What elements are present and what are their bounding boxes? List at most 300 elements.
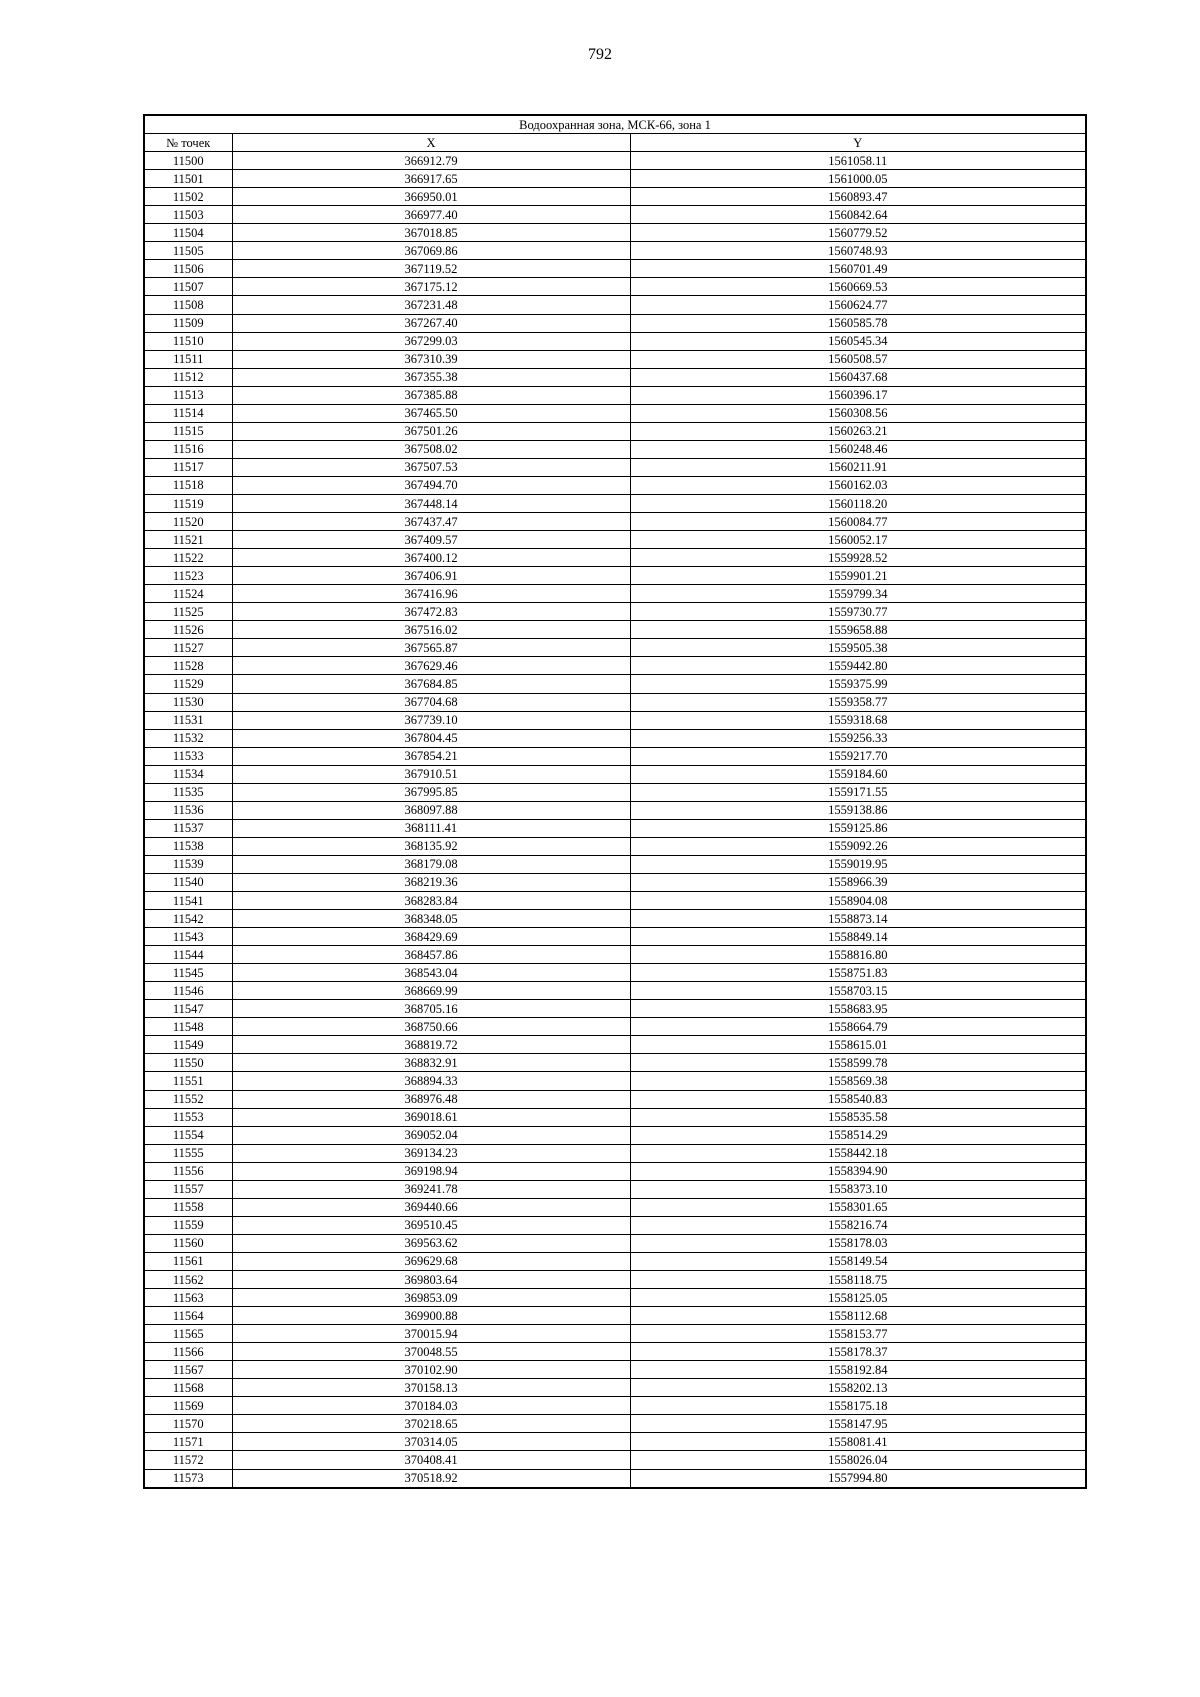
cell-point-number: 11568 bbox=[144, 1379, 232, 1397]
cell-point-number: 11503 bbox=[144, 206, 232, 224]
table-body bbox=[144, 152, 1086, 1488]
cell-y: 1559171.55 bbox=[630, 783, 1086, 801]
cell-x: 369134.23 bbox=[232, 1144, 630, 1162]
cell-y: 1558615.01 bbox=[630, 1036, 1086, 1054]
table-row bbox=[144, 476, 1086, 494]
cell-point-number: 11535 bbox=[144, 783, 232, 801]
cell-point-number: 11525 bbox=[144, 603, 232, 621]
cell-y: 1560669.53 bbox=[630, 278, 1086, 296]
cell-point-number: 11511 bbox=[144, 350, 232, 368]
table-row bbox=[144, 1433, 1086, 1451]
cell-x: 369803.64 bbox=[232, 1271, 630, 1289]
cell-point-number: 11549 bbox=[144, 1036, 232, 1054]
cell-y: 1559658.88 bbox=[630, 621, 1086, 639]
table-row bbox=[144, 422, 1086, 440]
table-row bbox=[144, 621, 1086, 639]
table-row bbox=[144, 1126, 1086, 1144]
cell-x: 368976.48 bbox=[232, 1090, 630, 1108]
cell-x: 367804.45 bbox=[232, 729, 630, 747]
table-row bbox=[144, 296, 1086, 314]
cell-y: 1558149.54 bbox=[630, 1252, 1086, 1270]
table-row bbox=[144, 946, 1086, 964]
cell-y: 1558540.83 bbox=[630, 1090, 1086, 1108]
cell-x: 370408.41 bbox=[232, 1451, 630, 1469]
table-row bbox=[144, 1198, 1086, 1216]
cell-point-number: 11543 bbox=[144, 928, 232, 946]
cell-point-number: 11556 bbox=[144, 1162, 232, 1180]
cell-x: 367494.70 bbox=[232, 476, 630, 494]
header-point-number: № точек bbox=[144, 134, 232, 152]
cell-point-number: 11520 bbox=[144, 513, 232, 531]
cell-x: 370518.92 bbox=[232, 1469, 630, 1488]
cell-x: 370218.65 bbox=[232, 1415, 630, 1433]
cell-y: 1559799.34 bbox=[630, 585, 1086, 603]
cell-x: 368283.84 bbox=[232, 892, 630, 910]
cell-point-number: 11506 bbox=[144, 260, 232, 278]
table-row bbox=[144, 170, 1086, 188]
cell-y: 1558147.95 bbox=[630, 1415, 1086, 1433]
cell-x: 366950.01 bbox=[232, 188, 630, 206]
header-y: Y bbox=[630, 134, 1086, 152]
cell-point-number: 11533 bbox=[144, 747, 232, 765]
cell-y: 1558178.03 bbox=[630, 1234, 1086, 1252]
cell-y: 1560545.34 bbox=[630, 332, 1086, 350]
table-title-row bbox=[144, 115, 1086, 134]
table-row bbox=[144, 458, 1086, 476]
cell-point-number: 11536 bbox=[144, 801, 232, 819]
cell-y: 1558373.10 bbox=[630, 1180, 1086, 1198]
cell-point-number: 11523 bbox=[144, 567, 232, 585]
table-row bbox=[144, 260, 1086, 278]
table-row bbox=[144, 1018, 1086, 1036]
table-row bbox=[144, 1397, 1086, 1415]
table-row bbox=[144, 404, 1086, 422]
cell-y: 1559256.33 bbox=[630, 729, 1086, 747]
cell-point-number: 11530 bbox=[144, 693, 232, 711]
cell-x: 369853.09 bbox=[232, 1289, 630, 1307]
cell-y: 1559092.26 bbox=[630, 837, 1086, 855]
cell-x: 367995.85 bbox=[232, 783, 630, 801]
cell-x: 369563.62 bbox=[232, 1234, 630, 1252]
cell-point-number: 11542 bbox=[144, 910, 232, 928]
cell-x: 367175.12 bbox=[232, 278, 630, 296]
cell-y: 1559505.38 bbox=[630, 639, 1086, 657]
table-row bbox=[144, 1144, 1086, 1162]
cell-point-number: 11512 bbox=[144, 368, 232, 386]
cell-y: 1558966.39 bbox=[630, 873, 1086, 891]
cell-x: 367508.02 bbox=[232, 440, 630, 458]
cell-y: 1558664.79 bbox=[630, 1018, 1086, 1036]
cell-point-number: 11546 bbox=[144, 982, 232, 1000]
cell-x: 368429.69 bbox=[232, 928, 630, 946]
cell-point-number: 11552 bbox=[144, 1090, 232, 1108]
table-row bbox=[144, 1415, 1086, 1433]
table-row bbox=[144, 513, 1086, 531]
table-row bbox=[144, 1252, 1086, 1270]
table-row bbox=[144, 1216, 1086, 1234]
cell-point-number: 11532 bbox=[144, 729, 232, 747]
cell-y: 1558178.37 bbox=[630, 1343, 1086, 1361]
cell-point-number: 11508 bbox=[144, 296, 232, 314]
cell-point-number: 11538 bbox=[144, 837, 232, 855]
cell-x: 368705.16 bbox=[232, 1000, 630, 1018]
table-row bbox=[144, 1162, 1086, 1180]
cell-x: 370158.13 bbox=[232, 1379, 630, 1397]
cell-point-number: 11509 bbox=[144, 314, 232, 332]
cell-y: 1560624.77 bbox=[630, 296, 1086, 314]
table-row bbox=[144, 819, 1086, 837]
cell-y: 1560248.46 bbox=[630, 440, 1086, 458]
cell-x: 366917.65 bbox=[232, 170, 630, 188]
cell-y: 1558175.18 bbox=[630, 1397, 1086, 1415]
cell-point-number: 11517 bbox=[144, 458, 232, 476]
cell-point-number: 11563 bbox=[144, 1289, 232, 1307]
cell-x: 367854.21 bbox=[232, 747, 630, 765]
cell-x: 367267.40 bbox=[232, 314, 630, 332]
cell-x: 367507.53 bbox=[232, 458, 630, 476]
table-row bbox=[144, 1072, 1086, 1090]
header-x: X bbox=[232, 134, 630, 152]
table-row bbox=[144, 278, 1086, 296]
cell-x: 369241.78 bbox=[232, 1180, 630, 1198]
table-row bbox=[144, 657, 1086, 675]
cell-point-number: 11500 bbox=[144, 152, 232, 170]
table-row bbox=[144, 332, 1086, 350]
cell-point-number: 11527 bbox=[144, 639, 232, 657]
table-row bbox=[144, 675, 1086, 693]
cell-y: 1558569.38 bbox=[630, 1072, 1086, 1090]
cell-y: 1560162.03 bbox=[630, 476, 1086, 494]
cell-y: 1560893.47 bbox=[630, 188, 1086, 206]
table-row bbox=[144, 1289, 1086, 1307]
table-row bbox=[144, 855, 1086, 873]
cell-point-number: 11571 bbox=[144, 1433, 232, 1451]
cell-y: 1560437.68 bbox=[630, 368, 1086, 386]
cell-point-number: 11564 bbox=[144, 1307, 232, 1325]
cell-x: 367355.38 bbox=[232, 368, 630, 386]
cell-point-number: 11567 bbox=[144, 1361, 232, 1379]
cell-x: 367629.46 bbox=[232, 657, 630, 675]
cell-y: 1560118.20 bbox=[630, 494, 1086, 512]
cell-point-number: 11531 bbox=[144, 711, 232, 729]
table-row bbox=[144, 531, 1086, 549]
cell-x: 367231.48 bbox=[232, 296, 630, 314]
cell-point-number: 11541 bbox=[144, 892, 232, 910]
cell-point-number: 11545 bbox=[144, 964, 232, 982]
cell-point-number: 11547 bbox=[144, 1000, 232, 1018]
cell-y: 1560084.77 bbox=[630, 513, 1086, 531]
cell-x: 368097.88 bbox=[232, 801, 630, 819]
cell-x: 367119.52 bbox=[232, 260, 630, 278]
table-row bbox=[144, 982, 1086, 1000]
cell-y: 1558153.77 bbox=[630, 1325, 1086, 1343]
cell-y: 1560052.17 bbox=[630, 531, 1086, 549]
table-row bbox=[144, 729, 1086, 747]
cell-x: 368179.08 bbox=[232, 855, 630, 873]
cell-point-number: 11550 bbox=[144, 1054, 232, 1072]
cell-y: 1559442.80 bbox=[630, 657, 1086, 675]
cell-y: 1559318.68 bbox=[630, 711, 1086, 729]
cell-x: 369018.61 bbox=[232, 1108, 630, 1126]
cell-y: 1558202.13 bbox=[630, 1379, 1086, 1397]
cell-y: 1558216.74 bbox=[630, 1216, 1086, 1234]
cell-point-number: 11559 bbox=[144, 1216, 232, 1234]
cell-x: 368750.66 bbox=[232, 1018, 630, 1036]
table-row bbox=[144, 1108, 1086, 1126]
cell-x: 367465.50 bbox=[232, 404, 630, 422]
cell-x: 368219.36 bbox=[232, 873, 630, 891]
table-row bbox=[144, 567, 1086, 585]
cell-point-number: 11553 bbox=[144, 1108, 232, 1126]
cell-y: 1558442.18 bbox=[630, 1144, 1086, 1162]
cell-x: 370048.55 bbox=[232, 1343, 630, 1361]
table-row bbox=[144, 693, 1086, 711]
cell-point-number: 11561 bbox=[144, 1252, 232, 1270]
cell-y: 1559019.95 bbox=[630, 855, 1086, 873]
table-row bbox=[144, 783, 1086, 801]
cell-x: 370184.03 bbox=[232, 1397, 630, 1415]
table-row bbox=[144, 242, 1086, 260]
cell-point-number: 11521 bbox=[144, 531, 232, 549]
cell-y: 1560748.93 bbox=[630, 242, 1086, 260]
cell-y: 1559730.77 bbox=[630, 603, 1086, 621]
cell-x: 367409.57 bbox=[232, 531, 630, 549]
cell-point-number: 11573 bbox=[144, 1469, 232, 1488]
cell-x: 369198.94 bbox=[232, 1162, 630, 1180]
cell-x: 367516.02 bbox=[232, 621, 630, 639]
cell-x: 370314.05 bbox=[232, 1433, 630, 1451]
cell-y: 1558873.14 bbox=[630, 910, 1086, 928]
cell-point-number: 11501 bbox=[144, 170, 232, 188]
table-row bbox=[144, 314, 1086, 332]
cell-y: 1558394.90 bbox=[630, 1162, 1086, 1180]
cell-x: 367310.39 bbox=[232, 350, 630, 368]
cell-point-number: 11557 bbox=[144, 1180, 232, 1198]
cell-y: 1558192.84 bbox=[630, 1361, 1086, 1379]
cell-y: 1561000.05 bbox=[630, 170, 1086, 188]
page-number: 792 bbox=[588, 46, 612, 63]
cell-x: 367069.86 bbox=[232, 242, 630, 260]
cell-y: 1558703.15 bbox=[630, 982, 1086, 1000]
table-row bbox=[144, 1090, 1086, 1108]
cell-y: 1558118.75 bbox=[630, 1271, 1086, 1289]
cell-y: 1558026.04 bbox=[630, 1451, 1086, 1469]
cell-x: 368457.86 bbox=[232, 946, 630, 964]
table-row bbox=[144, 639, 1086, 657]
cell-x: 367501.26 bbox=[232, 422, 630, 440]
cell-point-number: 11539 bbox=[144, 855, 232, 873]
table-row bbox=[144, 928, 1086, 946]
cell-x: 367299.03 bbox=[232, 332, 630, 350]
cell-x: 368111.41 bbox=[232, 819, 630, 837]
cell-x: 367416.96 bbox=[232, 585, 630, 603]
cell-y: 1560263.21 bbox=[630, 422, 1086, 440]
table-row bbox=[144, 1054, 1086, 1072]
cell-y: 1558599.78 bbox=[630, 1054, 1086, 1072]
cell-point-number: 11572 bbox=[144, 1451, 232, 1469]
cell-x: 367018.85 bbox=[232, 224, 630, 242]
cell-y: 1558683.95 bbox=[630, 1000, 1086, 1018]
cell-y: 1558816.80 bbox=[630, 946, 1086, 964]
table-row bbox=[144, 747, 1086, 765]
cell-x: 368894.33 bbox=[232, 1072, 630, 1090]
table-header-row bbox=[144, 134, 1086, 152]
cell-x: 367448.14 bbox=[232, 494, 630, 512]
cell-y: 1558514.29 bbox=[630, 1126, 1086, 1144]
table-row bbox=[144, 368, 1086, 386]
cell-point-number: 11565 bbox=[144, 1325, 232, 1343]
table-row bbox=[144, 765, 1086, 783]
cell-x: 367400.12 bbox=[232, 549, 630, 567]
table-row bbox=[144, 1343, 1086, 1361]
cell-y: 1560396.17 bbox=[630, 386, 1086, 404]
cell-point-number: 11566 bbox=[144, 1343, 232, 1361]
cell-point-number: 11514 bbox=[144, 404, 232, 422]
cell-y: 1558535.58 bbox=[630, 1108, 1086, 1126]
cell-point-number: 11510 bbox=[144, 332, 232, 350]
cell-point-number: 11515 bbox=[144, 422, 232, 440]
cell-x: 369629.68 bbox=[232, 1252, 630, 1270]
cell-point-number: 11555 bbox=[144, 1144, 232, 1162]
cell-x: 370015.94 bbox=[232, 1325, 630, 1343]
cell-x: 367684.85 bbox=[232, 675, 630, 693]
cell-y: 1559125.86 bbox=[630, 819, 1086, 837]
table-row bbox=[144, 188, 1086, 206]
cell-y: 1560842.64 bbox=[630, 206, 1086, 224]
cell-point-number: 11505 bbox=[144, 242, 232, 260]
table-row bbox=[144, 1469, 1086, 1488]
cell-y: 1560508.57 bbox=[630, 350, 1086, 368]
table-row bbox=[144, 711, 1086, 729]
cell-x: 368669.99 bbox=[232, 982, 630, 1000]
table-row bbox=[144, 801, 1086, 819]
cell-y: 1559138.86 bbox=[630, 801, 1086, 819]
cell-point-number: 11526 bbox=[144, 621, 232, 639]
cell-x: 368543.04 bbox=[232, 964, 630, 982]
cell-point-number: 11551 bbox=[144, 1072, 232, 1090]
cell-x: 367472.83 bbox=[232, 603, 630, 621]
cell-x: 370102.90 bbox=[232, 1361, 630, 1379]
cell-x: 369052.04 bbox=[232, 1126, 630, 1144]
table-row bbox=[144, 1000, 1086, 1018]
cell-y: 1560701.49 bbox=[630, 260, 1086, 278]
cell-x: 368135.92 bbox=[232, 837, 630, 855]
table-row bbox=[144, 224, 1086, 242]
table-row bbox=[144, 873, 1086, 891]
cell-point-number: 11569 bbox=[144, 1397, 232, 1415]
cell-x: 369440.66 bbox=[232, 1198, 630, 1216]
cell-point-number: 11560 bbox=[144, 1234, 232, 1252]
cell-point-number: 11544 bbox=[144, 946, 232, 964]
cell-x: 366912.79 bbox=[232, 152, 630, 170]
cell-x: 369900.88 bbox=[232, 1307, 630, 1325]
cell-y: 1560585.78 bbox=[630, 314, 1086, 332]
cell-y: 1559375.99 bbox=[630, 675, 1086, 693]
cell-y: 1559184.60 bbox=[630, 765, 1086, 783]
cell-point-number: 11502 bbox=[144, 188, 232, 206]
cell-x: 367406.91 bbox=[232, 567, 630, 585]
table-row bbox=[144, 1234, 1086, 1252]
cell-point-number: 11519 bbox=[144, 494, 232, 512]
cell-point-number: 11540 bbox=[144, 873, 232, 891]
cell-y: 1558751.83 bbox=[630, 964, 1086, 982]
table-row bbox=[144, 585, 1086, 603]
cell-point-number: 11507 bbox=[144, 278, 232, 296]
cell-point-number: 11570 bbox=[144, 1415, 232, 1433]
cell-y: 1558112.68 bbox=[630, 1307, 1086, 1325]
table-row bbox=[144, 1271, 1086, 1289]
cell-point-number: 11513 bbox=[144, 386, 232, 404]
table-row bbox=[144, 1361, 1086, 1379]
cell-y: 1558904.08 bbox=[630, 892, 1086, 910]
cell-point-number: 11524 bbox=[144, 585, 232, 603]
cell-point-number: 11522 bbox=[144, 549, 232, 567]
cell-y: 1560211.91 bbox=[630, 458, 1086, 476]
cell-x: 367704.68 bbox=[232, 693, 630, 711]
cell-point-number: 11516 bbox=[144, 440, 232, 458]
cell-y: 1560779.52 bbox=[630, 224, 1086, 242]
table-row bbox=[144, 440, 1086, 458]
cell-y: 1558081.41 bbox=[630, 1433, 1086, 1451]
table-row bbox=[144, 892, 1086, 910]
cell-x: 368819.72 bbox=[232, 1036, 630, 1054]
cell-point-number: 11548 bbox=[144, 1018, 232, 1036]
cell-y: 1559358.77 bbox=[630, 693, 1086, 711]
cell-y: 1561058.11 bbox=[630, 152, 1086, 170]
cell-x: 368348.05 bbox=[232, 910, 630, 928]
table-row bbox=[144, 494, 1086, 512]
coordinates-table bbox=[143, 114, 1087, 1489]
cell-x: 367565.87 bbox=[232, 639, 630, 657]
table-row bbox=[144, 206, 1086, 224]
table-row bbox=[144, 603, 1086, 621]
cell-y: 1559928.52 bbox=[630, 549, 1086, 567]
cell-x: 367437.47 bbox=[232, 513, 630, 531]
cell-y: 1558849.14 bbox=[630, 928, 1086, 946]
cell-point-number: 11537 bbox=[144, 819, 232, 837]
table-row bbox=[144, 350, 1086, 368]
table-row bbox=[144, 1036, 1086, 1054]
table-row bbox=[144, 964, 1086, 982]
cell-point-number: 11534 bbox=[144, 765, 232, 783]
table-row bbox=[144, 1325, 1086, 1343]
cell-point-number: 11558 bbox=[144, 1198, 232, 1216]
table-row bbox=[144, 1180, 1086, 1198]
cell-x: 366977.40 bbox=[232, 206, 630, 224]
table-row bbox=[144, 549, 1086, 567]
cell-y: 1559901.21 bbox=[630, 567, 1086, 585]
table-row bbox=[144, 910, 1086, 928]
cell-y: 1560308.56 bbox=[630, 404, 1086, 422]
cell-x: 369510.45 bbox=[232, 1216, 630, 1234]
cell-y: 1558301.65 bbox=[630, 1198, 1086, 1216]
cell-point-number: 11528 bbox=[144, 657, 232, 675]
cell-y: 1557994.80 bbox=[630, 1469, 1086, 1488]
table-row bbox=[144, 1307, 1086, 1325]
cell-x: 368832.91 bbox=[232, 1054, 630, 1072]
cell-point-number: 11554 bbox=[144, 1126, 232, 1144]
cell-x: 367910.51 bbox=[232, 765, 630, 783]
cell-point-number: 11529 bbox=[144, 675, 232, 693]
table-row bbox=[144, 386, 1086, 404]
cell-x: 367739.10 bbox=[232, 711, 630, 729]
table-title: Водоохранная зона, МСК-66, зона 1 bbox=[144, 115, 1086, 134]
cell-point-number: 11518 bbox=[144, 476, 232, 494]
cell-y: 1558125.05 bbox=[630, 1289, 1086, 1307]
table-row bbox=[144, 1379, 1086, 1397]
table-row bbox=[144, 1451, 1086, 1469]
cell-point-number: 11562 bbox=[144, 1271, 232, 1289]
